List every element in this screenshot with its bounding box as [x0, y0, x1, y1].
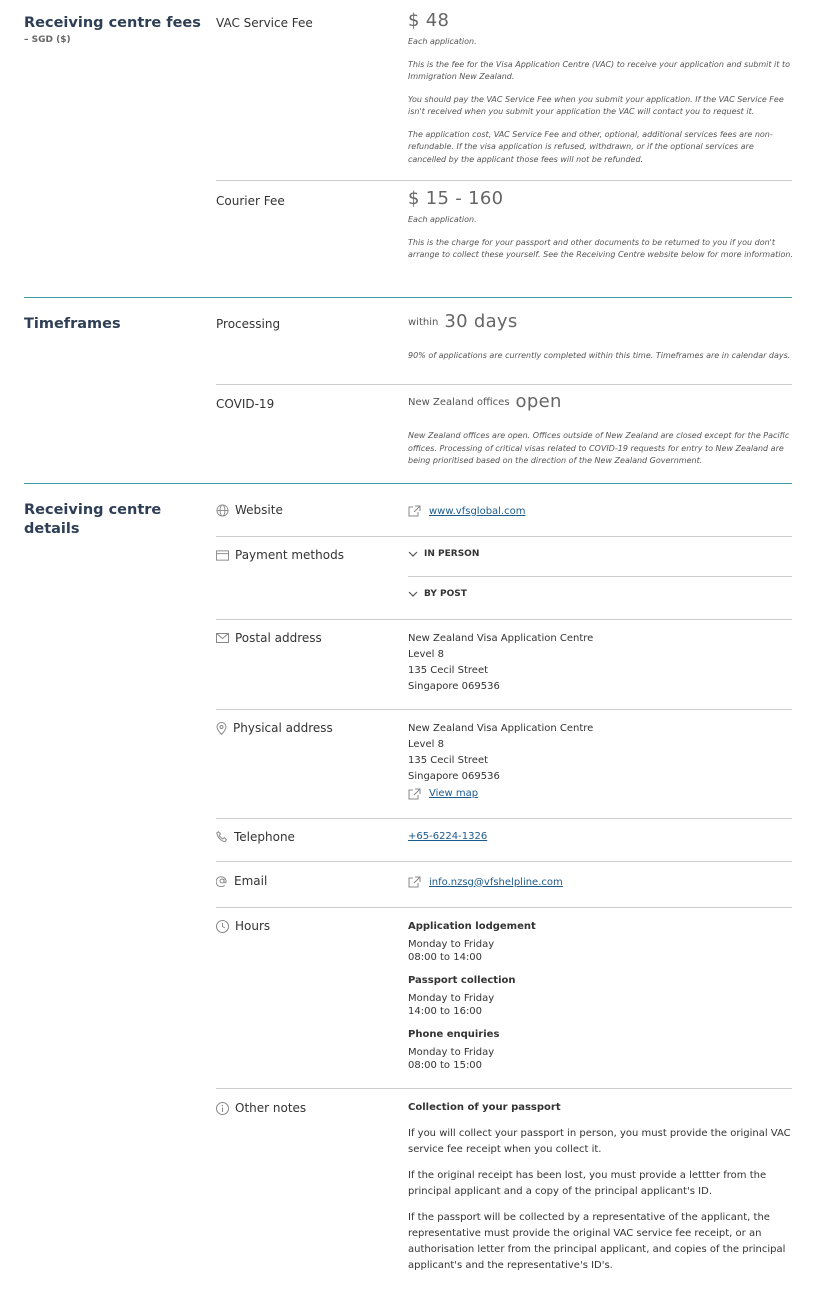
payment-by-post-toggle[interactable]	[408, 589, 794, 599]
physical-line: Level 8	[408, 739, 444, 750]
courier-fee-label: Courier Fee	[216, 194, 285, 208]
covid-prefix: New Zealand offices	[408, 397, 510, 408]
payment-in-person-label[interactable]: IN PERSON	[424, 549, 480, 559]
hours-group	[408, 974, 794, 1018]
divider	[408, 576, 792, 577]
info-icon	[216, 1102, 229, 1115]
hours-group	[408, 1028, 794, 1072]
divider	[216, 818, 792, 819]
physical-line: Singapore 069536	[408, 771, 500, 782]
processing-value	[408, 311, 794, 363]
physical-address	[408, 721, 794, 802]
vac-fee-note-3: The application cost, VAC Service Fee and other, optional, additional services fees are non-refundable. If the visa application is refused, withdrawn, or if the optional services are cancelled by the applicant those fees will not be refunded.	[408, 129, 773, 164]
divider	[216, 536, 792, 537]
divider	[216, 907, 792, 908]
clock-icon	[216, 920, 229, 933]
at-sign-icon	[216, 875, 228, 887]
telephone-value	[408, 831, 794, 842]
map-pin-icon	[216, 722, 227, 735]
hours-group-title: Phone enquiries	[408, 1029, 500, 1040]
processing-days: 30 days	[444, 311, 518, 332]
vac-fee-amount: $ 48	[408, 10, 450, 31]
website-label-row	[216, 502, 283, 518]
chevron-down-icon	[408, 551, 418, 558]
postal-label: Postal address	[235, 631, 322, 645]
website-value	[408, 505, 794, 517]
physical-label-row	[216, 720, 333, 736]
vac-fee-value	[408, 10, 794, 166]
physical-line: 135 Cecil Street	[408, 755, 489, 766]
email-link[interactable]	[408, 876, 794, 888]
divider	[216, 180, 792, 181]
hours-label-row	[216, 918, 270, 934]
divider	[216, 861, 792, 862]
phone-icon	[216, 831, 228, 843]
postal-label-row	[216, 630, 322, 646]
notes-label: Other notes	[235, 1101, 307, 1115]
postal-address	[408, 631, 794, 695]
payment-label-row	[216, 547, 344, 563]
credit-card-icon	[216, 550, 229, 561]
payment-in-person-toggle[interactable]	[408, 549, 794, 559]
hours-days: Monday to Friday	[408, 993, 495, 1004]
processing-label: Processing	[216, 317, 281, 331]
hours-days: Monday to Friday	[408, 1047, 495, 1058]
processing-note: 90% of applications are currently completed within this time. Timeframes are in calendar days.	[408, 351, 791, 360]
notes-heading: Collection of your passport	[408, 1102, 561, 1113]
notes-label-row	[216, 1100, 306, 1116]
view-map-text[interactable]: View map	[429, 788, 479, 799]
courier-fee-amount: $ 15 - 160	[408, 188, 504, 209]
timeframes-section-title: Timeframes	[24, 316, 121, 332]
divider	[216, 619, 792, 620]
payment-label: Payment methods	[235, 548, 344, 562]
hours-group-title: Application lodgement	[408, 921, 536, 932]
fees-section-title: Receiving centre fees	[24, 15, 201, 31]
covid-status	[408, 391, 794, 414]
email-label-row	[216, 873, 267, 889]
courier-fee-per: Each application.	[408, 215, 477, 224]
fees-currency: – SGD ($)	[24, 35, 71, 45]
notes-paragraph: If you will collect your passport in person, you must provide the original VAC service fee receipt when you collect it.	[408, 1128, 791, 1155]
courier-fee-note: This is the charge for your passport and other documents to be returned to you if you don't arrange to collect these yourself. See the Receiving Centre website below for more information.	[408, 237, 793, 259]
view-map-link[interactable]	[408, 786, 794, 802]
email-value	[408, 876, 794, 888]
payment-by-post-label[interactable]: BY POST	[424, 589, 467, 599]
email-label: Email	[234, 874, 268, 888]
notes-paragraph: If the original receipt has been lost, you must provide a lettter from the principal applicant and a copy of the principal applicant's ID.	[408, 1170, 767, 1197]
hours-label: Hours	[235, 919, 271, 933]
divider	[216, 384, 792, 385]
vac-fee-note-1: This is the fee for the Visa Application Centre (VAC) to receive your application and submit it to Immigration New Zealand.	[408, 59, 790, 81]
telephone-label: Telephone	[234, 830, 295, 844]
email-link-text[interactable]: info.nzsg@vfshelpline.com	[429, 876, 563, 888]
section-divider	[24, 483, 792, 484]
hours-time: 08:00 to 15:00	[408, 1060, 483, 1071]
external-link-icon	[408, 876, 421, 888]
hours-time: 14:00 to 16:00	[408, 1006, 483, 1017]
postal-line: Level 8	[408, 649, 444, 660]
hours-value	[408, 920, 794, 1072]
processing-prefix: within	[408, 317, 439, 328]
covid-note: New Zealand offices are open. Offices outside of New Zealand are closed except for the Pacific offices. Processing of critical visas related to COVID-19 requests for entry to New Zealand are being prioritised based on the direction of the New Zealand Government.	[408, 431, 790, 465]
external-link-icon	[408, 788, 421, 800]
hours-group-title: Passport collection	[408, 975, 516, 986]
telephone-label-row	[216, 829, 295, 845]
section-divider	[24, 297, 792, 298]
covid-open: open	[515, 391, 562, 412]
vac-fee-note-2: You should pay the VAC Service Fee when you submit your application. If the VAC Service Fee isn't received when you submit your application the VAC will contact you to request it.	[408, 94, 784, 116]
postal-line: 135 Cecil Street	[408, 665, 489, 676]
vac-fee-per: Each application.	[408, 37, 477, 46]
covid-label: COVID-19	[216, 397, 275, 411]
physical-line: New Zealand Visa Application Centre	[408, 723, 594, 734]
hours-time: 08:00 to 14:00	[408, 952, 483, 963]
physical-label: Physical address	[233, 721, 333, 735]
external-link-icon	[408, 505, 421, 517]
hours-days: Monday to Friday	[408, 939, 495, 950]
telephone-link[interactable]: +65-6224-1326	[408, 831, 488, 842]
notes-value	[408, 1101, 794, 1274]
processing-time	[408, 311, 794, 334]
courier-fee-value	[408, 188, 794, 262]
globe-icon	[216, 504, 229, 517]
notes-paragraph: If the passport will be collected by a representative of the applicant, the representative must provide the original VAC service fee receipt, or an authorisation letter from the principal applicant, and copies of the principal applicant's and the representative's ID's.	[408, 1212, 786, 1271]
details-section-title: Receiving centre details	[24, 502, 162, 537]
hours-group	[408, 920, 794, 964]
vac-fee-label: VAC Service Fee	[216, 16, 313, 30]
covid-value	[408, 391, 794, 468]
website-link[interactable]	[408, 505, 794, 517]
postal-line: Singapore 069536	[408, 681, 500, 692]
divider	[216, 709, 792, 710]
chevron-down-icon	[408, 591, 418, 598]
divider	[216, 1088, 792, 1089]
postal-line: New Zealand Visa Application Centre	[408, 633, 594, 644]
website-link-text[interactable]: www.vfsglobal.com	[429, 505, 526, 517]
website-label: Website	[235, 503, 283, 517]
envelope-icon	[216, 633, 229, 643]
